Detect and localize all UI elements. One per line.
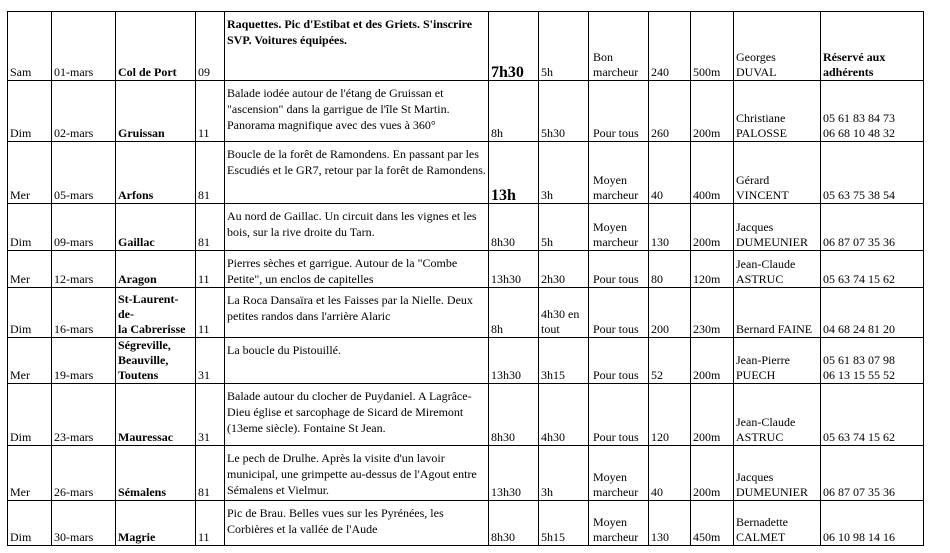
description-cell: Pierres sèches et garrigue. Autour de la "Combe Petite", un enclos de capitelles bbox=[225, 251, 489, 288]
place-cell: Arfons bbox=[116, 142, 196, 204]
distance-cell: 40 bbox=[649, 142, 691, 204]
guide-cell: Christiane PALOSSE bbox=[734, 81, 821, 142]
guide-cell: Jean-Claude ASTRUC bbox=[734, 251, 821, 288]
start-time-cell: 8h30 bbox=[489, 501, 539, 546]
place-cell: Aragon bbox=[116, 251, 196, 288]
start-time-cell: 8h bbox=[489, 81, 539, 142]
distance-cell: 260 bbox=[649, 81, 691, 142]
department-cell: 31 bbox=[196, 384, 225, 446]
distance-cell: 130 bbox=[649, 501, 691, 546]
phone-cell: 04 68 24 81 20 bbox=[821, 288, 924, 338]
date-cell: 16-mars bbox=[52, 288, 116, 338]
elevation-cell: 200m bbox=[691, 81, 734, 142]
phone-cell: 06 87 07 35 36 bbox=[821, 446, 924, 501]
level-cell: Pour tous bbox=[589, 81, 649, 142]
start-time-cell: 7h30 bbox=[489, 12, 539, 81]
guide-cell: Jean-Claude ASTRUC bbox=[734, 384, 821, 446]
duration-cell: 3h bbox=[539, 142, 589, 204]
place-cell: Sémalens bbox=[116, 446, 196, 501]
department-cell: 81 bbox=[196, 446, 225, 501]
level-cell: Bon marcheur bbox=[589, 12, 649, 81]
phone-cell: 05 63 74 15 62 bbox=[821, 384, 924, 446]
table-row bbox=[8, 288, 924, 338]
guide-cell: Jacques DUMEUNIER bbox=[734, 446, 821, 501]
day-cell: Dim bbox=[8, 81, 52, 142]
day-cell: Mer bbox=[8, 338, 52, 384]
date-cell: 02-mars bbox=[52, 81, 116, 142]
description-cell: Raquettes. Pic d'Estibat et des Griets. S'inscrire SVP. Voitures équipées. bbox=[225, 12, 489, 81]
date-cell: 12-mars bbox=[52, 251, 116, 288]
start-time-cell: 13h30 bbox=[489, 251, 539, 288]
elevation-cell: 500m bbox=[691, 12, 734, 81]
date-cell: 19-mars bbox=[52, 338, 116, 384]
day-cell: Dim bbox=[8, 384, 52, 446]
phone-cell: 05 63 75 38 54 bbox=[821, 142, 924, 204]
table-row bbox=[8, 501, 924, 546]
description-cell: Balade autour du clocher de Puydaniel. A Lagrâce-Dieu église et sarcophage de Sicard de Miremont (13eme siècle). Fontaine St Jean. bbox=[225, 384, 489, 446]
description-cell: Balade iodée autour de l'étang de Gruissan et "ascension" dans la garrigue de l'île St Martin. Panorama magnifique avec des vues à 360° bbox=[225, 81, 489, 142]
description-cell: La boucle du Pistouillé. bbox=[225, 338, 489, 384]
day-cell: Mer bbox=[8, 251, 52, 288]
distance-cell: 240 bbox=[649, 12, 691, 81]
department-cell: 31 bbox=[196, 338, 225, 384]
hike-schedule-table bbox=[7, 11, 924, 546]
start-time-cell: 13h30 bbox=[489, 446, 539, 501]
place-cell: Col de Port bbox=[116, 12, 196, 81]
distance-cell: 40 bbox=[649, 446, 691, 501]
table-row bbox=[8, 384, 924, 446]
guide-cell: Bernadette CALMET bbox=[734, 501, 821, 546]
department-cell: 81 bbox=[196, 142, 225, 204]
guide-cell: Gérard VINCENT bbox=[734, 142, 821, 204]
phone-cell: Réservé aux adhérents bbox=[821, 12, 924, 81]
place-cell: Magrie bbox=[116, 501, 196, 546]
place-cell: Ségreville, Beauville, Toutens bbox=[116, 338, 196, 384]
elevation-cell: 200m bbox=[691, 384, 734, 446]
day-cell: Dim bbox=[8, 288, 52, 338]
start-time-cell: 8h30 bbox=[489, 384, 539, 446]
table-row bbox=[8, 81, 924, 142]
elevation-cell: 200m bbox=[691, 446, 734, 501]
guide-cell: Bernard FAINE bbox=[734, 288, 821, 338]
start-time-cell: 8h30 bbox=[489, 204, 539, 251]
elevation-cell: 200m bbox=[691, 338, 734, 384]
description-cell: Au nord de Gaillac. Un circuit dans les vignes et les bois, sur la rive droite du Tarn. bbox=[225, 204, 489, 251]
phone-cell: 05 61 83 07 98 06 13 15 55 52 bbox=[821, 338, 924, 384]
distance-cell: 52 bbox=[649, 338, 691, 384]
date-cell: 30-mars bbox=[52, 501, 116, 546]
description-cell: Pic de Brau. Belles vues sur les Pyrénées, les Corbières et la vallée de l'Aude bbox=[225, 501, 489, 546]
day-cell: Mer bbox=[8, 446, 52, 501]
place-cell: St-Laurent-de- la Cabrerisse bbox=[116, 288, 196, 338]
elevation-cell: 230m bbox=[691, 288, 734, 338]
start-time-cell: 13h30 bbox=[489, 338, 539, 384]
department-cell: 81 bbox=[196, 204, 225, 251]
place-cell: Gaillac bbox=[116, 204, 196, 251]
department-cell: 11 bbox=[196, 251, 225, 288]
elevation-cell: 400m bbox=[691, 142, 734, 204]
distance-cell: 80 bbox=[649, 251, 691, 288]
table-row bbox=[8, 338, 924, 384]
day-cell: Dim bbox=[8, 501, 52, 546]
distance-cell: 120 bbox=[649, 384, 691, 446]
date-cell: 26-mars bbox=[52, 446, 116, 501]
phone-cell: 06 10 98 14 16 bbox=[821, 501, 924, 546]
schedule-body bbox=[8, 12, 924, 546]
phone-cell: 06 87 07 35 36 bbox=[821, 204, 924, 251]
description-cell: Boucle de la forêt de Ramondens. En passant par les Escudiés et le GR7, retour par la forêt de Ramondens. bbox=[225, 142, 489, 204]
level-cell: Moyen marcheur bbox=[589, 501, 649, 546]
phone-cell: 05 61 83 84 73 06 68 10 48 32 bbox=[821, 81, 924, 142]
level-cell: Pour tous bbox=[589, 288, 649, 338]
date-cell: 05-mars bbox=[52, 142, 116, 204]
date-cell: 23-mars bbox=[52, 384, 116, 446]
table-row bbox=[8, 446, 924, 501]
department-cell: 11 bbox=[196, 501, 225, 546]
place-cell: Mauressac bbox=[116, 384, 196, 446]
duration-cell: 5h bbox=[539, 204, 589, 251]
distance-cell: 200 bbox=[649, 288, 691, 338]
elevation-cell: 120m bbox=[691, 251, 734, 288]
duration-cell: 5h bbox=[539, 12, 589, 81]
elevation-cell: 450m bbox=[691, 501, 734, 546]
day-cell: Sam bbox=[8, 12, 52, 81]
start-time-cell: 8h bbox=[489, 288, 539, 338]
description-cell: Le pech de Drulhe. Après la visite d'un lavoir municipal, une grimpette au-dessus de l'Agout entre Sémalens et Vielmur. bbox=[225, 446, 489, 501]
elevation-cell: 200m bbox=[691, 204, 734, 251]
start-time-cell: 13h bbox=[489, 142, 539, 204]
day-cell: Dim bbox=[8, 204, 52, 251]
date-cell: 09-mars bbox=[52, 204, 116, 251]
department-cell: 11 bbox=[196, 288, 225, 338]
table-row bbox=[8, 251, 924, 288]
phone-cell: 05 63 74 15 62 bbox=[821, 251, 924, 288]
duration-cell: 5h30 bbox=[539, 81, 589, 142]
level-cell: Moyen marcheur bbox=[589, 446, 649, 501]
table-row bbox=[8, 204, 924, 251]
duration-cell: 2h30 bbox=[539, 251, 589, 288]
distance-cell: 130 bbox=[649, 204, 691, 251]
level-cell: Moyen marcheur bbox=[589, 204, 649, 251]
duration-cell: 4h30 bbox=[539, 384, 589, 446]
department-cell: 11 bbox=[196, 81, 225, 142]
duration-cell: 5h15 bbox=[539, 501, 589, 546]
department-cell: 09 bbox=[196, 12, 225, 81]
duration-cell: 3h bbox=[539, 446, 589, 501]
place-cell: Gruissan bbox=[116, 81, 196, 142]
day-cell: Mer bbox=[8, 142, 52, 204]
level-cell: Pour tous bbox=[589, 338, 649, 384]
table-row bbox=[8, 142, 924, 204]
guide-cell: Jacques DUMEUNIER bbox=[734, 204, 821, 251]
level-cell: Pour tous bbox=[589, 251, 649, 288]
level-cell: Moyen marcheur bbox=[589, 142, 649, 204]
guide-cell: Jean-Pierre PUECH bbox=[734, 338, 821, 384]
guide-cell: Georges DUVAL bbox=[734, 12, 821, 81]
duration-cell: 4h30 en tout bbox=[539, 288, 589, 338]
date-cell: 01-mars bbox=[52, 12, 116, 81]
duration-cell: 3h15 bbox=[539, 338, 589, 384]
description-cell: La Roca Dansaïra et les Faisses par la Nielle. Deux petites randos dans l'arrière Alaric bbox=[225, 288, 489, 338]
level-cell: Pour tous bbox=[589, 384, 649, 446]
table-row bbox=[8, 12, 924, 81]
